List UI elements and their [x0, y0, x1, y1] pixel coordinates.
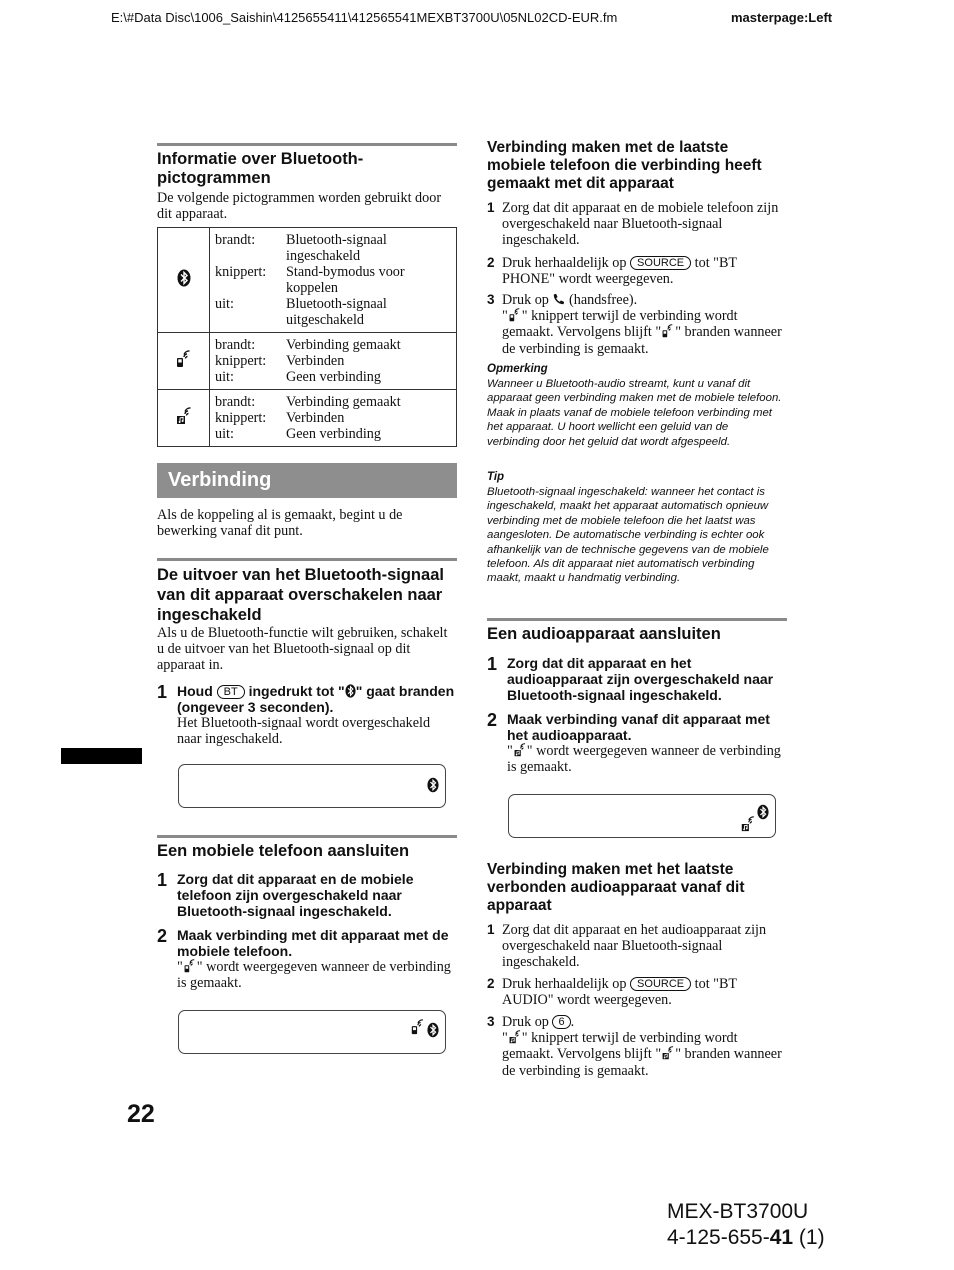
state-value: Verbinding gemaakt — [286, 337, 401, 353]
note-title: Opmerking — [487, 363, 548, 375]
step-text: ingedrukt tot " — [248, 683, 345, 699]
file-path: E:\#Data Disc\1006_Saishin\4125655411\412565541MEXBT3700U\05NL02CD-EUR.fm — [111, 10, 618, 25]
step-text: tot "BT AUDIO" wordt weergegeven. — [502, 976, 737, 1009]
audio-connection-icon — [661, 1046, 675, 1060]
phone-connection-icon — [508, 308, 522, 322]
step-instruction: Zorg dat dit apparaat en de mobiele telefoon zijn overgeschakeld naar Bluetooth-signaal ingeschakeld. — [177, 871, 414, 919]
icon-desc-cell — [210, 333, 457, 390]
state-key: uit: — [215, 426, 234, 442]
handset-icon — [552, 293, 565, 306]
audio-connection-icon — [513, 743, 527, 757]
step-item — [487, 655, 787, 703]
tip-title: Tip — [487, 471, 505, 483]
step-text: Druk op — [502, 1014, 549, 1030]
step-instruction — [502, 292, 787, 357]
state-key: brandt: — [215, 394, 256, 410]
step-number: 1 — [157, 682, 168, 702]
state-value: Verbinding gemaakt — [286, 394, 401, 410]
step-instruction: Zorg dat dit apparaat en het audioapparaat zijn overgeschakeld naar Bluetooth-signaal ingeschakeld. — [507, 655, 774, 703]
step-item — [157, 871, 457, 919]
icon-table-row — [158, 228, 457, 333]
step-text: " — [177, 959, 183, 975]
section-title-output: De uitvoer van het Bluetooth-signaal van dit apparaat overschakelen naar ingeschakeld — [157, 566, 444, 624]
audio-connection-icon — [175, 407, 193, 425]
bt-button[interactable]: BT — [217, 685, 245, 699]
preset-6-button[interactable]: 6 — [552, 1015, 570, 1029]
step-result — [177, 959, 457, 991]
display-panel — [178, 1010, 446, 1054]
banner-intro: Als de koppeling al is gemaakt, begint u de bewerking vanaf dit punt. — [157, 507, 403, 540]
display-panel — [178, 764, 446, 808]
step-text: Druk op — [502, 292, 549, 308]
step-number: 2 — [157, 926, 168, 946]
step-text: " — [507, 743, 513, 759]
state-value: Verbinden — [286, 410, 345, 426]
step-text: " knippert terwijl de verbinding wordt gemaakt. Vervolgens blijft " — [502, 1030, 738, 1063]
section-title-audio: Een audioapparaat aansluiten — [487, 625, 721, 643]
section-rule — [157, 143, 457, 146]
step-result — [502, 308, 787, 357]
step-text: Druk herhaaldelijk op — [502, 976, 627, 992]
step-number: 3 — [487, 292, 495, 307]
step-number: 1 — [487, 654, 498, 674]
step-item — [487, 976, 787, 1008]
step-instruction: Maak verbinding vanaf dit apparaat met het audioapparaat. — [507, 711, 770, 743]
state-key: knippert: — [215, 410, 267, 426]
state-key: uit: — [215, 369, 234, 385]
state-value: Geen verbinding — [286, 426, 381, 442]
state-value: Stand-bymodus voor koppelen — [286, 264, 405, 296]
display-panel — [508, 794, 776, 838]
step-result — [502, 1030, 787, 1079]
section-title-phone: Een mobiele telefoon aansluiten — [157, 842, 410, 860]
step-item — [487, 922, 787, 971]
step-item — [487, 292, 787, 357]
section-title-icons: Informatie over Bluetooth-pictogrammen — [157, 150, 364, 187]
step-number: 3 — [487, 1014, 495, 1029]
step-text: tot "BT PHONE" wordt weergegeven. — [502, 255, 737, 288]
step-instruction — [502, 255, 787, 287]
step-result: Het Bluetooth-signaal wordt overgeschakeld naar ingeschakeld. — [177, 715, 431, 748]
step-instruction — [177, 683, 457, 715]
step-item — [487, 711, 787, 775]
bluetooth-icon — [177, 269, 191, 287]
masterpage-label: masterpage:Left — [731, 10, 833, 25]
state-value: Geen verbinding — [286, 369, 381, 385]
source-button[interactable]: SOURCE — [630, 256, 691, 270]
step-text: Houd — [177, 683, 213, 699]
icon-table-row — [158, 333, 457, 390]
step-instruction — [502, 1014, 787, 1079]
step-text: (handsfree). — [569, 292, 638, 308]
part-number-suffix: (1) — [793, 1226, 825, 1249]
step-instruction — [502, 976, 787, 1008]
state-key: knippert: — [215, 264, 267, 280]
step-instruction: Zorg dat dit apparaat en de mobiele telefoon zijn overgeschakeld naar Bluetooth-signaal ingeschakeld. — [502, 200, 779, 249]
state-value: Verbinden — [286, 353, 345, 369]
icon-cell — [158, 390, 210, 447]
section-title-last-phone: Verbinding maken met de laatste mobiele telefoon die verbinding heeft gemaakt met dit apparaat — [487, 139, 762, 192]
icon-cell — [158, 333, 210, 390]
step-item — [487, 200, 787, 249]
bluetooth-icon — [757, 804, 769, 820]
edge-tab-marker — [61, 748, 142, 764]
part-number-bold: 41 — [769, 1226, 794, 1249]
step-item — [157, 683, 457, 747]
step-text: Druk herhaaldelijk op — [502, 255, 627, 271]
model-number: MEX-BT3700U — [667, 1200, 809, 1223]
state-value: Bluetooth-signaal uitgeschakeld — [286, 296, 387, 328]
tip-text: Bluetooth-signaal ingeschakeld: wanneer het contact is ingeschakeld, maakt het apparaat automatisch opnieuw verbinding met de mobiele telefoon die het laatst was aangesloten. De automatische verbinding is echter ook afhankelijk van de technische gegevens van de mobiele telefoon. Als dit apparaat niet automatisch verbinding maakt, maakt u handmatig verbinding. — [487, 486, 769, 585]
step-number: 2 — [487, 255, 495, 270]
part-number — [667, 1226, 825, 1250]
step-number: 1 — [487, 200, 495, 215]
audio-connection-icon — [508, 1030, 522, 1044]
step-text: " — [502, 1030, 508, 1047]
step-text: . — [570, 1014, 575, 1030]
icon-desc-cell — [210, 228, 457, 333]
step-number: 1 — [157, 870, 168, 890]
state-key: brandt: — [215, 337, 256, 353]
step-text: " branden wanneer de verbinding is gemaakt. — [502, 1046, 782, 1079]
phone-connection-icon — [183, 959, 197, 973]
step-text: " wordt weergegeven wanneer de verbinding is gemaakt. — [177, 959, 451, 992]
state-key: knippert: — [215, 353, 267, 369]
icon-table-row — [158, 390, 457, 447]
step-number: 1 — [487, 922, 495, 937]
section-banner — [157, 463, 457, 498]
note-text: Wanneer u Bluetooth-audio streamt, kunt u vanaf dit apparaat geen verbinding maken met de mobiele telefoon. Maak in plaats vanaf de mobiele telefoon verbinding met het apparaat. U hoort wellicht een geluid van de verbinding door het geluid dat wordt afgespeeld. — [487, 378, 782, 448]
audio-connection-icon — [740, 815, 756, 833]
step-result — [507, 743, 787, 775]
output-intro: Als u de Bluetooth-functie wilt gebruiken, schakelt u de uitvoer van het Bluetooth-signaal op dit apparaat in. — [157, 625, 448, 674]
step-item — [487, 255, 787, 287]
step-text: " — [502, 308, 508, 325]
step-item — [157, 927, 457, 991]
icon-cell — [158, 228, 210, 333]
phone-connection-icon — [410, 1018, 426, 1036]
section-title-last-audio: Verbinding maken met het laatste verbonden audioapparaat vanaf dit apparaat — [487, 861, 745, 914]
step-instruction: Maak verbinding met dit apparaat met de mobiele telefoon. — [177, 927, 449, 959]
step-text: " gaat branden (ongeveer 3 seconden). — [177, 683, 455, 715]
source-button[interactable]: SOURCE — [630, 977, 691, 991]
step-item — [487, 1014, 787, 1079]
phone-connection-icon — [661, 324, 675, 338]
icon-desc-cell — [210, 390, 457, 447]
step-text: " knippert terwijl de verbinding wordt gemaakt. Vervolgens blijft " — [502, 308, 738, 341]
state-key: brandt: — [215, 232, 256, 248]
bluetooth-icon — [427, 1022, 439, 1038]
icons-intro: De volgende pictogrammen worden gebruikt door dit apparaat. — [157, 190, 442, 223]
page-number: 22 — [127, 1100, 155, 1128]
bluetooth-icon — [345, 684, 356, 698]
state-key: uit: — [215, 296, 234, 312]
icon-table — [157, 227, 457, 447]
step-number: 2 — [487, 710, 498, 730]
section-rule — [487, 618, 787, 621]
section-rule — [157, 558, 457, 561]
phone-connection-icon — [175, 350, 193, 368]
step-text: " wordt weergegeven wanneer de verbinding is gemaakt. — [507, 743, 781, 776]
banner-title: Verbinding — [168, 469, 272, 491]
section-rule — [157, 835, 457, 838]
step-text: " branden wanneer de verbinding is gemaakt. — [502, 324, 782, 357]
step-number: 2 — [487, 976, 495, 991]
bluetooth-icon — [427, 777, 439, 793]
state-value: Bluetooth-signaal ingeschakeld — [286, 232, 387, 264]
part-number-prefix: 4-125-655- — [667, 1226, 770, 1249]
step-instruction: Zorg dat dit apparaat en het audioapparaat zijn overgeschakeld naar Bluetooth-signaal ingeschakeld. — [502, 922, 767, 971]
